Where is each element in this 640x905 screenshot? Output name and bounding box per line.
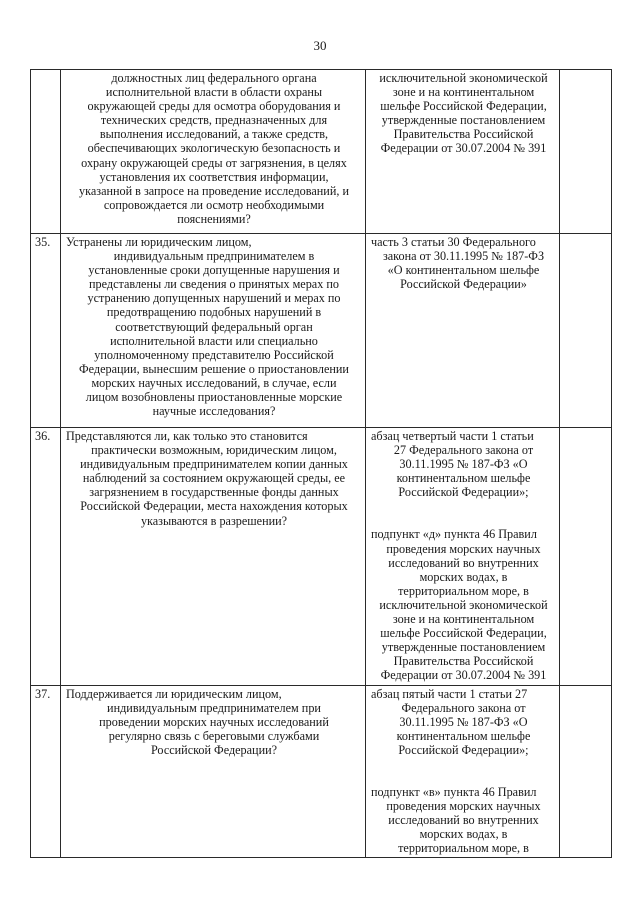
- question-line: технических средств, предназначенных для: [100, 113, 328, 128]
- paragraph-gap: [371, 499, 556, 527]
- reference-line: континентальном шельфе: [396, 728, 531, 743]
- row-number: [31, 70, 60, 71]
- row-number: 37.: [35, 686, 51, 701]
- legal-reference-cell: [366, 685, 560, 858]
- reference-line: Российской Федерации»;: [398, 742, 529, 757]
- reference-line: утвержденные постановлением: [381, 640, 546, 655]
- reference-line: шельфе Российской Федерации,: [380, 626, 547, 641]
- reference-line: утвержденные постановлением: [381, 113, 546, 128]
- reference-line: проведения морских научных: [386, 541, 541, 556]
- row-number: 36.: [35, 429, 51, 443]
- reference-line: 30.11.1995 № 187-ФЗ «О: [399, 457, 528, 472]
- question-line: уполномоченному представителю Российской: [94, 347, 334, 362]
- question-line: сопровождается ли осмотр необходимыми: [103, 197, 325, 212]
- page-number: 30: [313, 38, 327, 53]
- question-line: наблюдений за состоянием окружающей среды, ее: [82, 471, 346, 486]
- reference-line: закона от 30.11.1995 № 187-ФЗ: [382, 249, 545, 264]
- question-line: Федерации, вынесшим решение о приостановлении: [79, 361, 349, 376]
- question-line: индивидуальным предпринимателем при: [107, 700, 321, 715]
- empty-answer-cell: [560, 428, 612, 686]
- table-row: [31, 428, 612, 686]
- reference-line: исключительной экономической: [379, 71, 548, 85]
- reference-line: Федерации от 30.07.2004 № 391: [380, 668, 547, 683]
- row-number: 35.: [35, 235, 51, 249]
- question-line: Российской Федерации?: [150, 742, 278, 757]
- row-number-cell: [31, 685, 61, 858]
- question-line: Устранены ли юридическим лицом,: [66, 235, 252, 249]
- table-row: [31, 685, 612, 858]
- reference-line: зоне и на континентальном: [392, 85, 535, 100]
- reference-line: 30.11.1995 № 187-ФЗ «О: [399, 714, 528, 729]
- question-line: практически возможным, юридическим лицом,: [91, 443, 337, 458]
- reference-line: подпункт «д» пункта 46 Правил: [371, 527, 537, 542]
- question-line: исполнительной власти или специально: [110, 333, 318, 348]
- question-line: обеспечивающих экологическую безопасность и: [87, 141, 341, 156]
- reference-line: Российской Федерации»: [400, 277, 527, 292]
- question-line: соответствующий федеральный орган: [115, 319, 313, 334]
- reference-line: абзац пятый части 1 статьи 27: [371, 686, 528, 701]
- question-line: загрязнением в государственные фонды данных: [89, 485, 339, 500]
- reference-line: Федерации от 30.07.2004 № 391: [380, 141, 547, 156]
- question-line: устранению допущенных нарушений и мерах по: [87, 291, 341, 306]
- reference-line: зоне и на континентальном: [392, 612, 535, 627]
- reference-line: 27 Федерального закона от: [393, 443, 534, 458]
- question-line: регулярно связь с береговыми службами: [108, 728, 320, 743]
- question-cell: [61, 428, 366, 686]
- question-line: установления их соответствия информации,: [99, 169, 329, 184]
- row-number-cell: [31, 234, 61, 428]
- question-cell: [61, 234, 366, 428]
- question-cell: [61, 70, 366, 234]
- question-line: Поддерживается ли юридическим лицом,: [66, 686, 282, 701]
- reference-line: абзац четвертый части 1 статьи: [371, 429, 534, 443]
- reference-line: территориальном море, в: [398, 583, 529, 598]
- question-line: выполнения исследований, а также средств,: [99, 127, 329, 142]
- question-line: Представляются ли, как только это становится: [66, 429, 308, 443]
- question-line: проведении морских научных исследований: [99, 714, 329, 729]
- question-line: пояснениями?: [177, 211, 251, 226]
- question-line: лицом возобновлены приостановленные морские: [85, 390, 343, 405]
- question-line: индивидуальным предпринимателем в: [113, 249, 315, 264]
- reference-line: подпункт «в» пункта 46 Правил: [371, 784, 537, 799]
- paragraph-gap: [371, 757, 556, 785]
- reference-line: морских водах, в: [419, 569, 508, 584]
- question-line: исполнительной власти в области охраны: [105, 85, 323, 100]
- checklist-table: [30, 69, 612, 858]
- question-line: установленные сроки допущенные нарушения и: [88, 263, 340, 278]
- reference-line: Правительства Российской: [393, 654, 534, 669]
- question-line: окружающей среды для осмотра оборудования и: [87, 99, 341, 114]
- question-line: представлены ли сведения о принятых мерах по: [89, 277, 339, 292]
- legal-reference-cell: [366, 234, 560, 428]
- question-line: охрану окружающей среды от загрязнения, в целях: [81, 155, 347, 170]
- reference-line: континентальном шельфе: [396, 471, 531, 486]
- reference-line: «О континентальном шельфе: [387, 263, 540, 278]
- reference-line: Российской Федерации»;: [398, 485, 529, 500]
- reference-line: Правительства Российской: [393, 127, 534, 142]
- legal-reference-cell: [366, 70, 560, 234]
- empty-answer-cell: [560, 70, 612, 234]
- question-line: указываются в разрешении?: [140, 513, 288, 528]
- reference-line: морских водах, в: [419, 827, 508, 842]
- empty-answer-cell: [560, 685, 612, 858]
- reference-line: Федерального закона от: [401, 700, 526, 715]
- table-row: [31, 70, 612, 234]
- empty-answer-cell: [560, 234, 612, 428]
- question-line: Российской Федерации, места нахождения которых: [80, 499, 348, 514]
- question-line: должностных лиц федерального органа: [111, 71, 317, 85]
- question-cell: [61, 685, 366, 858]
- row-number-cell: [31, 428, 61, 686]
- reference-line: исследований во внутренних: [388, 813, 539, 828]
- table-row: [31, 234, 612, 428]
- reference-line: исследований во внутренних: [388, 555, 539, 570]
- question-line: морских научных исследований, в случае, если: [91, 375, 337, 390]
- reference-line: проведения морских научных: [386, 799, 541, 814]
- reference-line: территориальном море, в: [398, 841, 529, 856]
- question-line: предотвращению подобных нарушений в: [106, 305, 322, 320]
- row-number-cell: [31, 70, 61, 234]
- legal-reference-cell: [366, 428, 560, 686]
- reference-line: часть 3 статьи 30 Федерального: [371, 235, 536, 249]
- reference-line: исключительной экономической: [379, 597, 548, 612]
- question-line: индивидуальным предпринимателем копии данных: [80, 457, 348, 472]
- reference-line: шельфе Российской Федерации,: [380, 99, 547, 114]
- question-line: указанной в запросе на проведение исследований, и: [79, 183, 349, 198]
- question-line: научные исследования?: [152, 404, 276, 419]
